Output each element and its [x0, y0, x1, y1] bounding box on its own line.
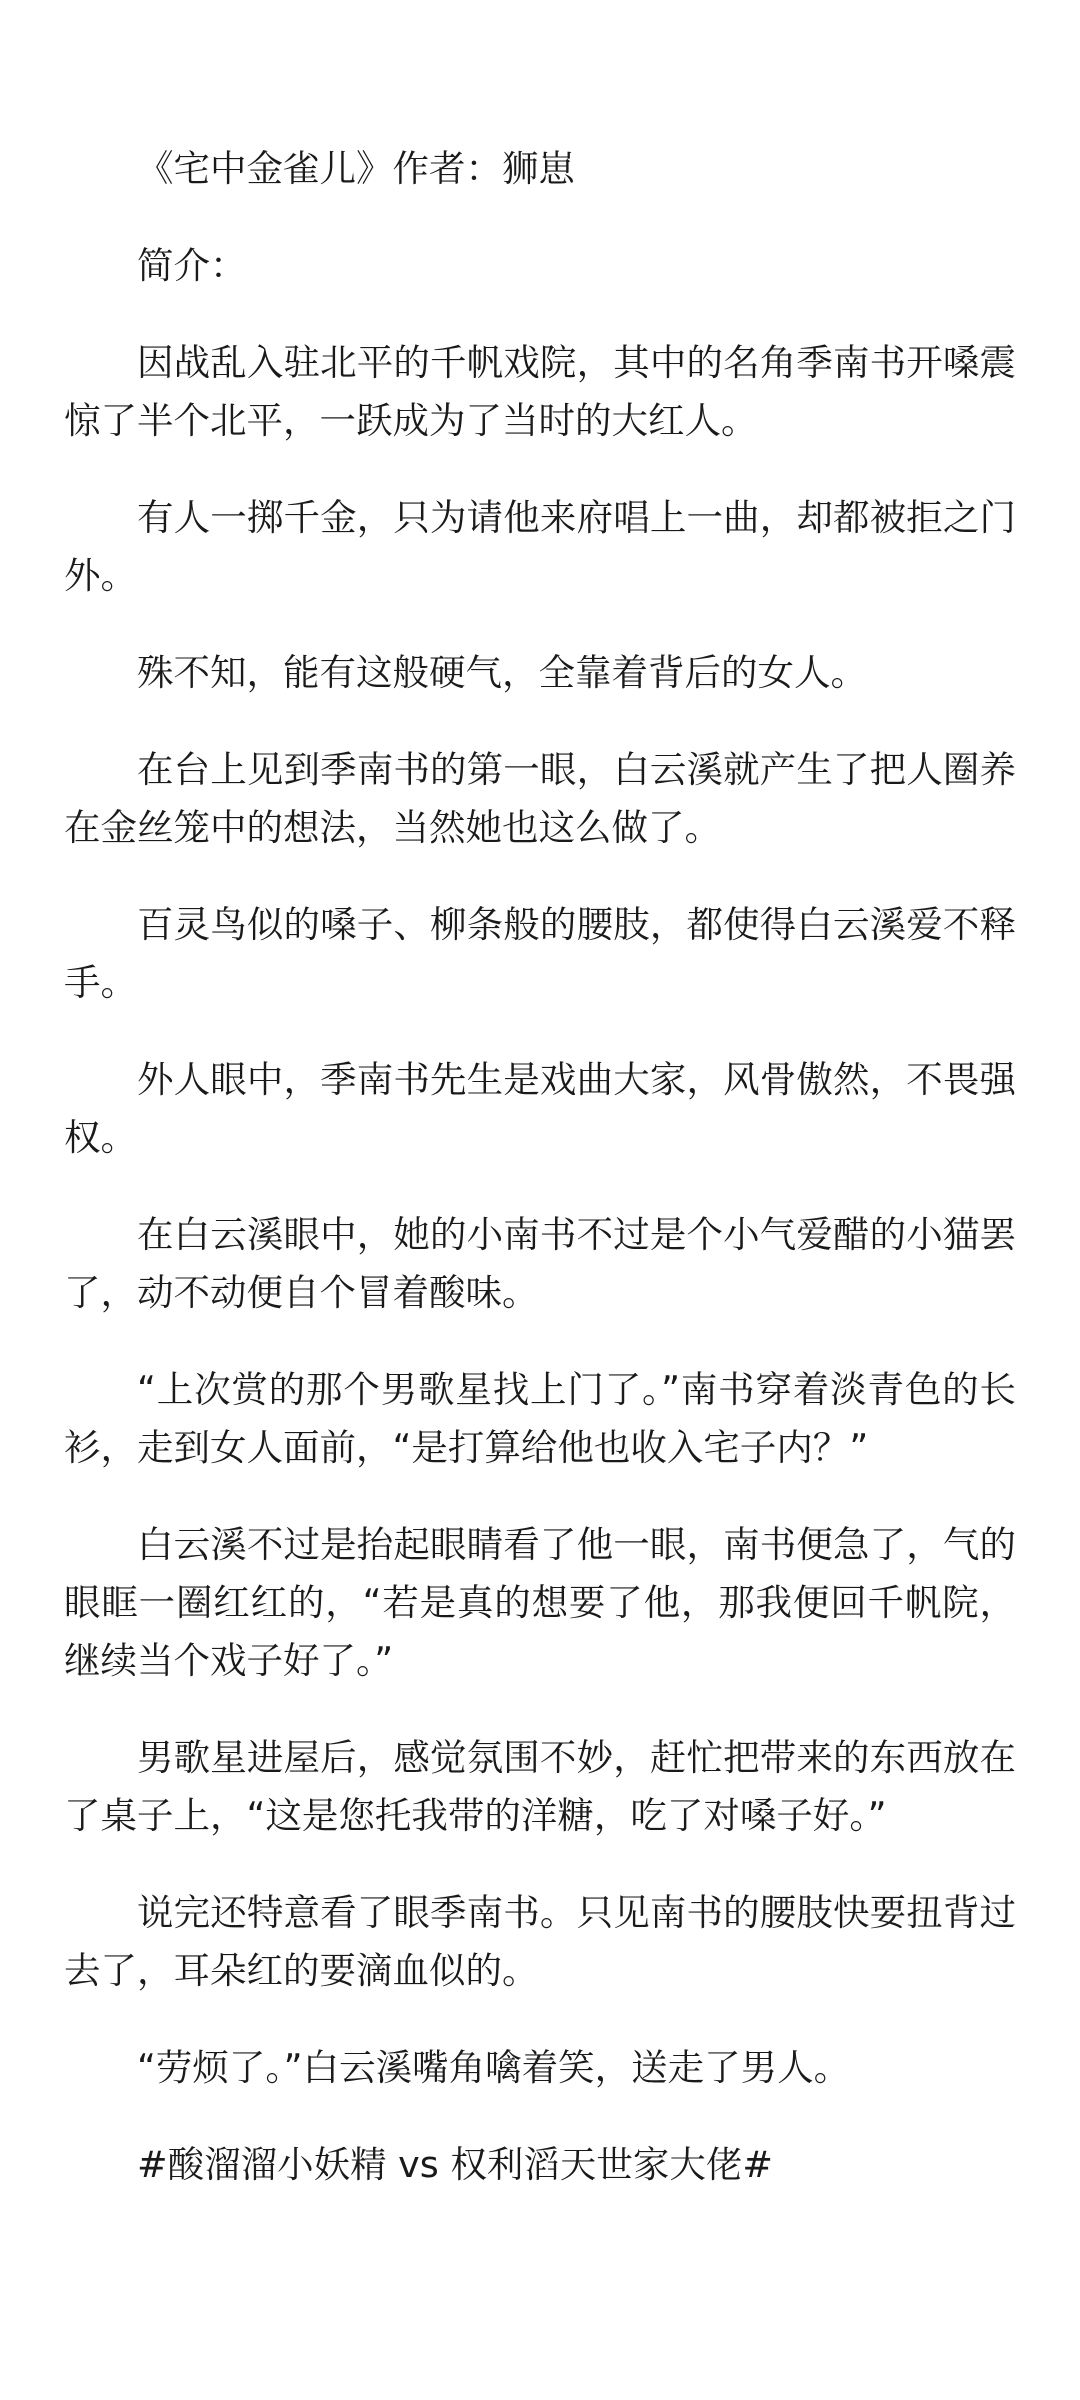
- paragraph-3: 殊不知，能有这般硬气，全靠着背后的女人。: [137, 651, 867, 694]
- paragraph-7: 在白云溪眼中，她的小南书不过是个小气爱醋的小猫罢了，动不动便自个冒着酸味。: [64, 1213, 1016, 1314]
- book-title-line: 《宅中金雀儿》作者：狮崽: [137, 147, 575, 190]
- paragraph-6: 外人眼中，季南书先生是戏曲大家，风骨傲然，不畏强权。: [64, 1058, 1016, 1159]
- tag-line: #酸溜溜小妖精 vs 权利滔天世家大佬#: [137, 2143, 773, 2186]
- paragraph-5: 百灵鸟似的嗓子、柳条般的腰肢，都使得白云溪爱不释手。: [64, 903, 1016, 1004]
- paragraph-10: 男歌星进屋后，感觉氛围不妙，赶忙把带来的东西放在了桌子上，“这是您托我带的洋糖，吃了对嗓子好。”: [64, 1736, 1016, 1837]
- paragraph-11: 说完还特意看了眼季南书。只见南书的腰肢快要扭背过去了，耳朵红的要滴血似的。: [64, 1891, 1016, 1992]
- paragraph-9: 白云溪不过是抬起眼睛看了他一眼，南书便急了，气的眼眶一圈红红的，“若是真的想要了他，那我便回千帆院，继续当个戏子好了。”: [64, 1523, 1016, 1682]
- paragraph-1: 因战乱入驻北平的千帆戏院，其中的名角季南书开嗓震惊了半个北平，一跃成为了当时的大红人。: [64, 341, 1016, 442]
- paragraph-4: 在台上见到季南书的第一眼，白云溪就产生了把人圈养在金丝笼中的想法，当然她也这么做了。: [64, 748, 1016, 849]
- document-page: [64, 140, 1016, 2233]
- paragraph-2: 有人一掷千金，只为请他来府唱上一曲，却都被拒之门外。: [64, 496, 1016, 597]
- intro-label: 简介：: [137, 244, 247, 287]
- paragraph-8: “上次赏的那个男歌星找上门了。”南书穿着淡青色的长衫，走到女人面前，“是打算给他也收入宅子内？”: [64, 1368, 1016, 1469]
- paragraph-12: “劳烦了。”白云溪嘴角噙着笑，送走了男人。: [137, 2046, 851, 2089]
